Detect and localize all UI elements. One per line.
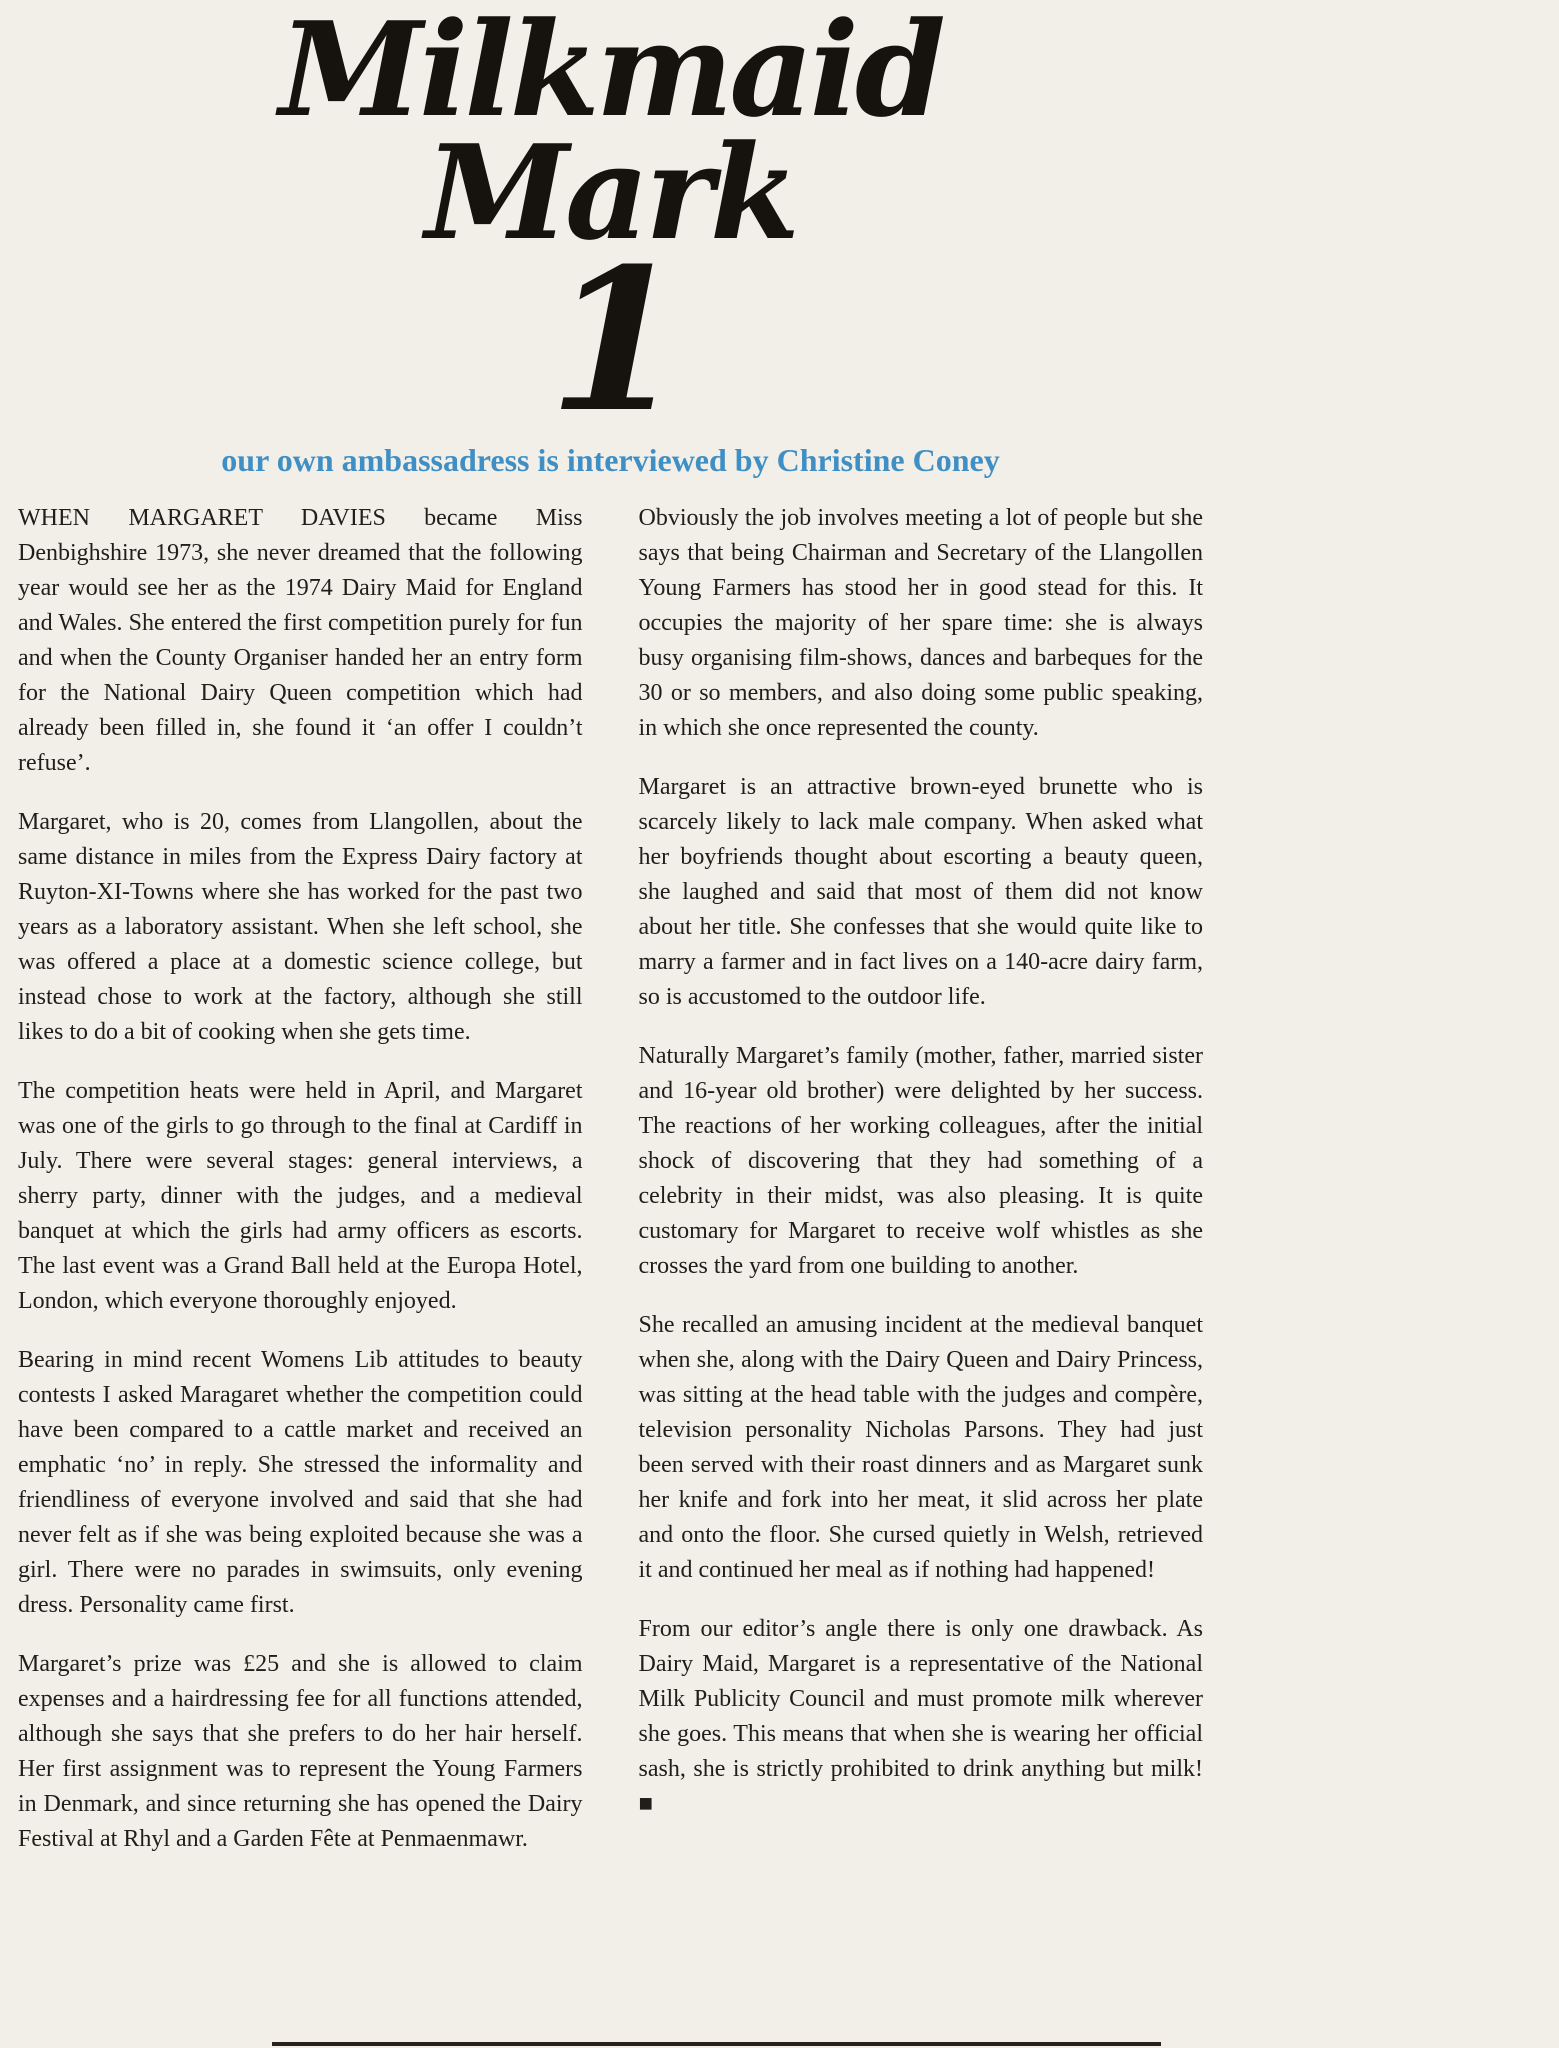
magazine-page xyxy=(18,0,1203,1881)
magazine-title-line-1: Milkmaid xyxy=(279,0,942,146)
article-paragraph: Margaret is an attractive brown-eyed brunette who is scarcely likely to lack male company. When asked what her boyfriends thought about escorting a beauty queen, she laughed and said that most of them did not know about her title. She confesses that she would quite like to marry a farmer and in fact lives on a 140-acre dairy farm, so is accustomed to the outdoor life. xyxy=(638,773,1203,1010)
article-column-right xyxy=(639,501,1204,1881)
article-paragraph: She recalled an amusing incident at the medieval banquet when she, along with the Dairy Queen and Dairy Princess, was sitting at the head table with the judges and compère, television personality Nicholas Parsons. They had just been served with their roast dinners and as Margaret sunk her knife and fork into her meat, it slid across her plate and onto the floor. She cursed quietly in Welsh, retrieved it and continued her meal as if nothing had happened! xyxy=(638,1311,1203,1583)
article-paragraph: Naturally Margaret’s family (mother, father, married sister and 16-year old brother) were delighted by her success. The reactions of her working colleagues, after the initial shock of discovering that they had something of a celebrity in their midst, was also pleasing. It is quite customary for Margaret to receive wolf whistles as she crosses the yard from one building to another. xyxy=(638,1042,1203,1279)
standfirst: our own ambassadress is interviewed by Christine Coney xyxy=(221,441,1000,478)
article-paragraph: Bearing in mind recent Womens Lib attitudes to beauty contests I asked Maragaret whether the competition could have been compared to a cattle market and received an emphatic ‘no’ in reply. She stressed the informality and friendliness of everyone involved and said that she had never felt as if she was being exploited because she was a girl. There were no parades in swimsuits, only evening dress. Personality came first. xyxy=(18,1346,583,1618)
article-paragraph: Margaret, who is 20, comes from Llangollen, about the same distance in miles from the Express Dairy factory at Ruyton-XI-Towns where she has worked for the past two years as a laboratory assistant. When she left school, she was offered a place at a domestic science college, but instead chose to work at the factory, although she still likes to do a bit of cooking when she gets time. xyxy=(18,808,583,1045)
footer-rule xyxy=(272,2042,1161,2046)
magazine-title-line-2: Mark xyxy=(425,115,796,269)
article-paragraph: Obviously the job involves meeting a lot of people but she says that being Chairman and Secretary of the Llangollen Young Farmers has stood her in good stead for this. It occupies the majority of her spare time: she is always busy organising film-shows, dances and barbeques for the 30 or so members, and also doing some public speaking, in which she once represented the county. xyxy=(638,504,1203,741)
issue-number: 1 xyxy=(548,226,685,456)
masthead xyxy=(18,0,1203,456)
article-paragraph: WHEN MARGARET DAVIES became Miss Denbighshire 1973, she never dreamed that the following year would see her as the 1974 Dairy Maid for England and Wales. She entered the first competition purely for fun and when the County Organiser handed her an entry form for the National Dairy Queen competition which had already been filled in, she found it ‘an offer I couldn’t refuse’. xyxy=(18,504,583,776)
article-paragraph: From our editor’s angle there is only one drawback. As Dairy Maid, Margaret is a representative of the National Milk Publicity Council and must promote milk wherever she goes. This means that when she is wearing her official sash, she is strictly prohibited to drink anything but milk! ■ xyxy=(638,1615,1203,1817)
article-column-left xyxy=(18,501,583,1881)
article-body xyxy=(18,501,1203,1881)
article-paragraph: Margaret’s prize was £25 and she is allowed to claim expenses and a hairdressing fee for all functions attended, although she says that she prefers to do her hair herself. Her first assignment was to represent the Young Farmers in Denmark, and since returning she has opened the Dairy Festival at Rhyl and a Garden Fête at Penmaenmawr. xyxy=(18,1650,583,1852)
article-paragraph: The competition heats were held in April, and Margaret was one of the girls to go through to the final at Cardiff in July. There were several stages: general interviews, a sherry party, dinner with the judges, and a medieval banquet at which the girls had army officers as escorts. The last event was a Grand Ball held at the Europa Hotel, London, which everyone thoroughly enjoyed. xyxy=(18,1077,583,1314)
